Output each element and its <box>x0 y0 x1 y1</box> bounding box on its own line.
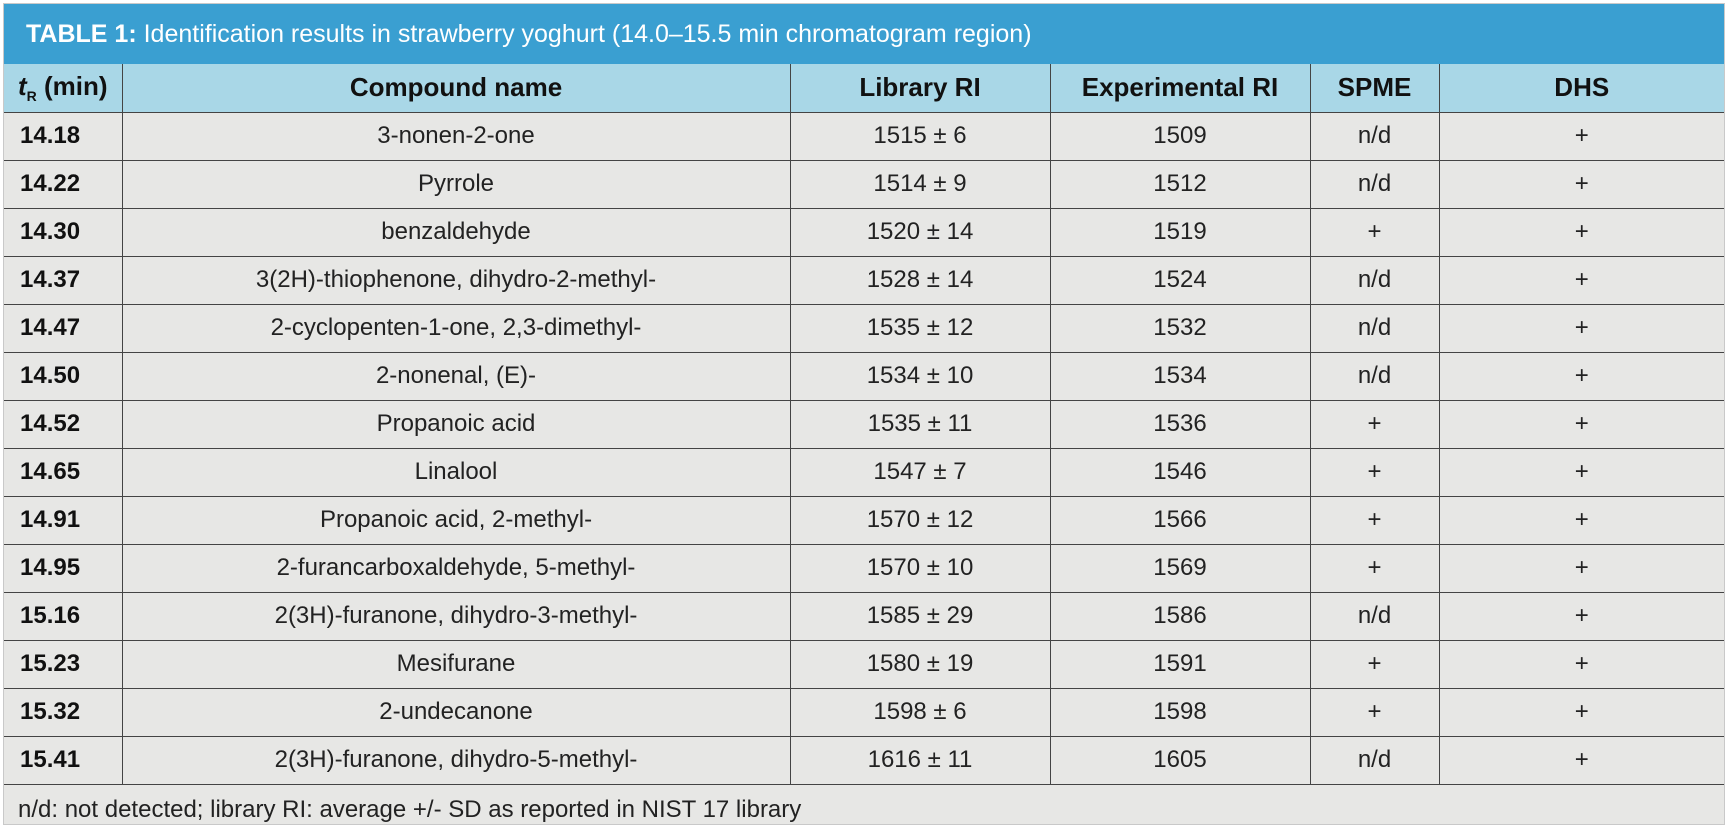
cell-spme: n/d <box>1310 352 1439 400</box>
cell-library-ri: 1580 ± 19 <box>790 640 1050 688</box>
cell-library-ri: 1585 ± 29 <box>790 592 1050 640</box>
cell-spme: n/d <box>1310 112 1439 160</box>
cell-retention-time: 14.50 <box>4 352 122 400</box>
cell-retention-time: 14.30 <box>4 208 122 256</box>
cell-compound-name: 3(2H)-thiophenone, dihydro-2-methyl- <box>122 256 790 304</box>
table-row <box>4 352 1724 400</box>
cell-spme: + <box>1310 400 1439 448</box>
cell-retention-time: 14.91 <box>4 496 122 544</box>
cell-dhs: + <box>1439 496 1724 544</box>
cell-experimental-ri: 1569 <box>1050 544 1310 592</box>
cell-experimental-ri: 1536 <box>1050 400 1310 448</box>
cell-retention-time: 15.23 <box>4 640 122 688</box>
results-table-panel <box>3 3 1725 825</box>
cell-compound-name: 2(3H)-furanone, dihydro-3-methyl- <box>122 592 790 640</box>
table-row <box>4 256 1724 304</box>
cell-library-ri: 1570 ± 10 <box>790 544 1050 592</box>
cell-library-ri: 1534 ± 10 <box>790 352 1050 400</box>
cell-retention-time: 14.95 <box>4 544 122 592</box>
cell-library-ri: 1598 ± 6 <box>790 688 1050 736</box>
cell-dhs: + <box>1439 736 1724 784</box>
cell-compound-name: 2-furancarboxaldehyde, 5-methyl- <box>122 544 790 592</box>
cell-spme: n/d <box>1310 736 1439 784</box>
caption-label: TABLE 1: <box>26 20 137 48</box>
table-row <box>4 592 1724 640</box>
cell-experimental-ri: 1519 <box>1050 208 1310 256</box>
table-row <box>4 400 1724 448</box>
cell-compound-name: 2-nonenal, (E)- <box>122 352 790 400</box>
cell-library-ri: 1547 ± 7 <box>790 448 1050 496</box>
table-row <box>4 112 1724 160</box>
cell-dhs: + <box>1439 400 1724 448</box>
cell-dhs: + <box>1439 208 1724 256</box>
header-dhs: DHS <box>1554 72 1610 103</box>
cell-spme: n/d <box>1310 592 1439 640</box>
cell-compound-name: 2(3H)-furanone, dihydro-5-methyl- <box>122 736 790 784</box>
cell-spme: + <box>1310 688 1439 736</box>
cell-experimental-ri: 1591 <box>1050 640 1310 688</box>
header-row <box>4 64 1724 112</box>
cell-library-ri: 1515 ± 6 <box>790 112 1050 160</box>
cell-experimental-ri: 1546 <box>1050 448 1310 496</box>
cell-retention-time: 14.18 <box>4 112 122 160</box>
cell-experimental-ri: 1534 <box>1050 352 1310 400</box>
table-row <box>4 448 1724 496</box>
cell-experimental-ri: 1532 <box>1050 304 1310 352</box>
cell-library-ri: 1514 ± 9 <box>790 160 1050 208</box>
tr-symbol: t <box>17 71 27 102</box>
table-row <box>4 496 1724 544</box>
table-caption <box>4 4 1724 64</box>
cell-dhs: + <box>1439 688 1724 736</box>
cell-library-ri: 1528 ± 14 <box>790 256 1050 304</box>
table-row <box>4 736 1724 784</box>
cell-experimental-ri: 1512 <box>1050 160 1310 208</box>
header-compound-name: Compound name <box>122 64 790 112</box>
caption-text: Identification results in strawberry yoghurt (14.0–15.5 min chromatogram region) <box>136 20 1032 48</box>
cell-spme: + <box>1310 496 1439 544</box>
cell-retention-time: 14.47 <box>4 304 122 352</box>
cell-library-ri: 1535 ± 11 <box>790 400 1050 448</box>
cell-retention-time: 14.65 <box>4 448 122 496</box>
identification-table <box>4 64 1724 785</box>
cell-compound-name: Linalool <box>122 448 790 496</box>
cell-compound-name: 3-nonen-2-one <box>122 112 790 160</box>
cell-dhs: + <box>1439 448 1724 496</box>
cell-retention-time: 14.37 <box>4 256 122 304</box>
tr-subscript: R <box>26 88 37 105</box>
cell-retention-time: 15.41 <box>4 736 122 784</box>
cell-spme: + <box>1310 640 1439 688</box>
cell-compound-name: 2-undecanone <box>122 688 790 736</box>
cell-library-ri: 1535 ± 12 <box>790 304 1050 352</box>
cell-dhs: + <box>1439 544 1724 592</box>
cell-retention-time: 14.22 <box>4 160 122 208</box>
tr-unit: (min) <box>36 71 108 102</box>
cell-retention-time: 15.32 <box>4 688 122 736</box>
cell-retention-time: 14.52 <box>4 400 122 448</box>
cell-spme: + <box>1310 448 1439 496</box>
cell-experimental-ri: 1586 <box>1050 592 1310 640</box>
table-row <box>4 304 1724 352</box>
cell-compound-name: 2-cyclopenten-1-one, 2,3-dimethyl- <box>122 304 790 352</box>
cell-retention-time: 15.16 <box>4 592 122 640</box>
cell-spme: n/d <box>1310 256 1439 304</box>
table-row <box>4 640 1724 688</box>
cell-dhs: + <box>1439 352 1724 400</box>
cell-compound-name: Pyrrole <box>122 160 790 208</box>
table-row <box>4 688 1724 736</box>
table-body <box>4 112 1724 784</box>
cell-compound-name: Propanoic acid <box>122 400 790 448</box>
cell-dhs: + <box>1439 592 1724 640</box>
cell-experimental-ri: 1566 <box>1050 496 1310 544</box>
cell-library-ri: 1520 ± 14 <box>790 208 1050 256</box>
cell-dhs: + <box>1439 304 1724 352</box>
cell-compound-name: Mesifurane <box>122 640 790 688</box>
table-row <box>4 160 1724 208</box>
cell-experimental-ri: 1524 <box>1050 256 1310 304</box>
table-footnote: n/d: not detected; library RI: average +/- SD as reported in NIST 17 library <box>18 795 802 823</box>
header-retention-time <box>4 64 122 112</box>
header-spme: SPME <box>1310 64 1439 112</box>
cell-library-ri: 1570 ± 12 <box>790 496 1050 544</box>
cell-experimental-ri: 1598 <box>1050 688 1310 736</box>
table-row <box>4 544 1724 592</box>
cell-dhs: + <box>1439 160 1724 208</box>
header-library-ri: Library RI <box>790 64 1050 112</box>
cell-experimental-ri: 1605 <box>1050 736 1310 784</box>
table-row <box>4 208 1724 256</box>
cell-dhs: + <box>1439 256 1724 304</box>
cell-spme: + <box>1310 544 1439 592</box>
header-experimental-ri: Experimental RI <box>1050 64 1310 112</box>
cell-spme: n/d <box>1310 160 1439 208</box>
cell-dhs: + <box>1439 640 1724 688</box>
cell-library-ri: 1616 ± 11 <box>790 736 1050 784</box>
cell-compound-name: benzaldehyde <box>122 208 790 256</box>
cell-spme: n/d <box>1310 304 1439 352</box>
cell-dhs: + <box>1439 112 1724 160</box>
cell-spme: + <box>1310 208 1439 256</box>
cell-compound-name: Propanoic acid, 2-methyl- <box>122 496 790 544</box>
cell-experimental-ri: 1509 <box>1050 112 1310 160</box>
